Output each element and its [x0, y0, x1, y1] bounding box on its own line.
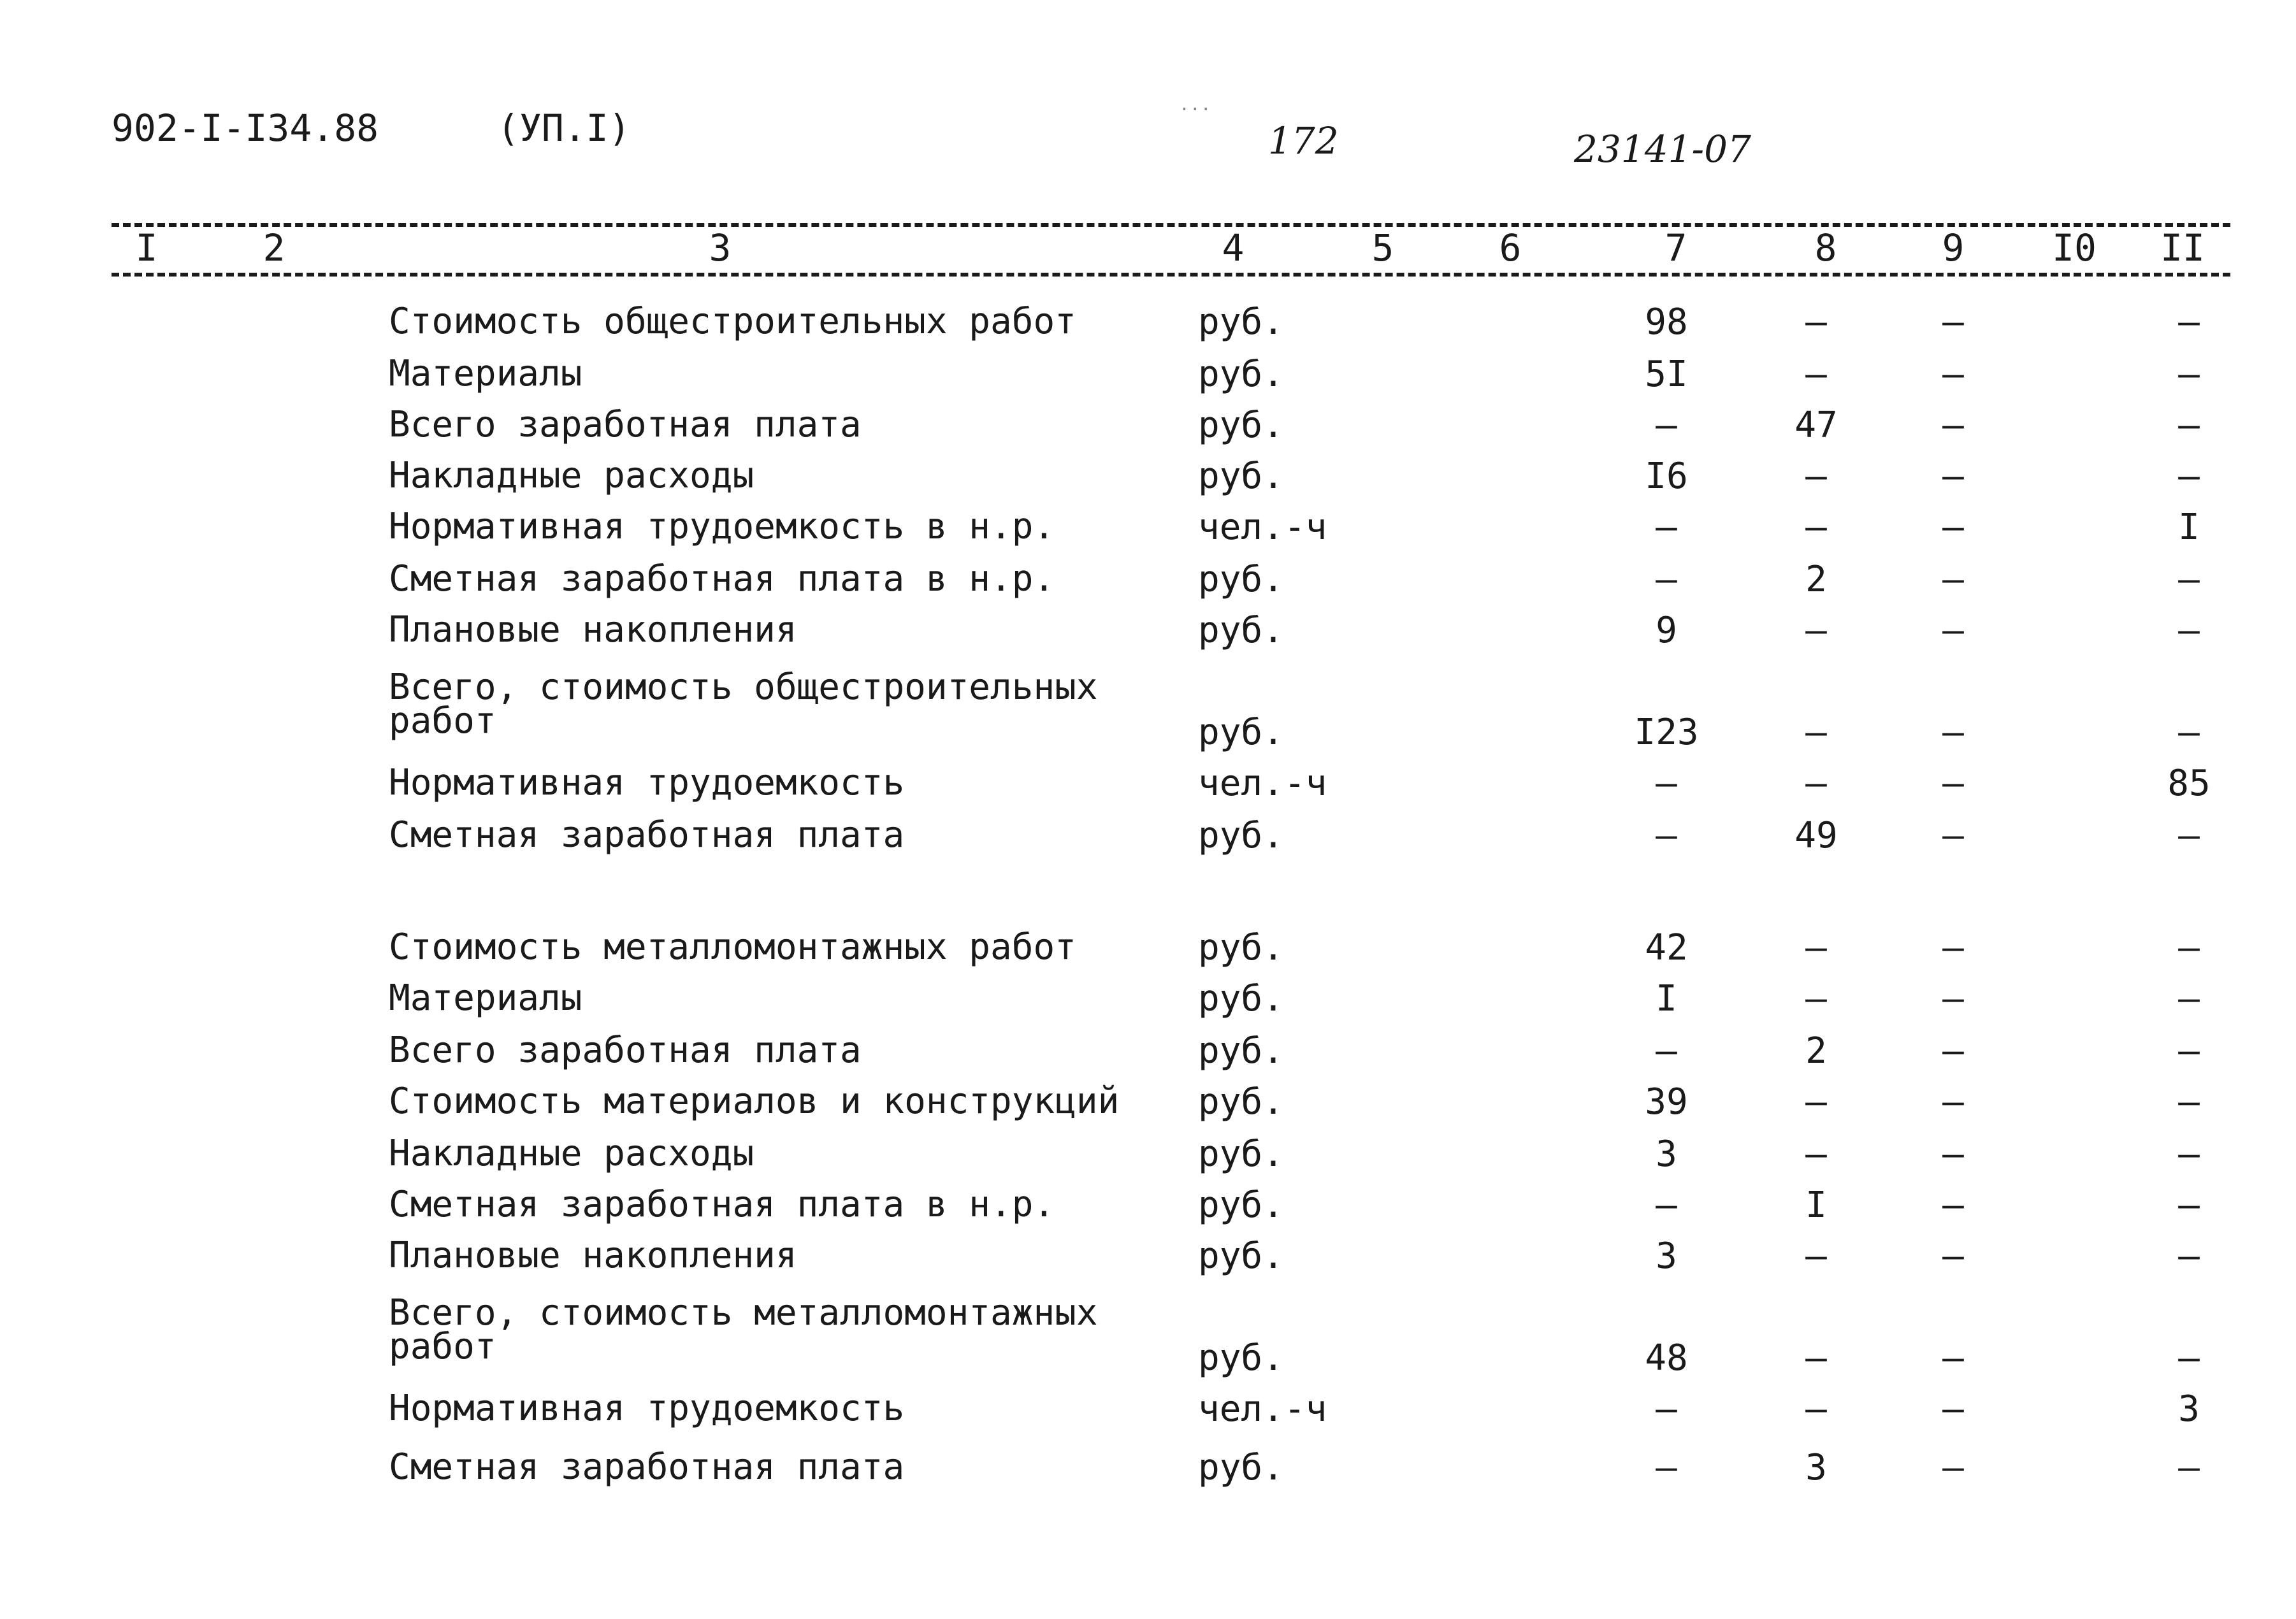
- value-col-9: –: [1942, 354, 1964, 395]
- row-unit: руб.: [1198, 1235, 1284, 1277]
- value-col-9: –: [1942, 405, 1964, 446]
- row-unit: руб.: [1198, 1184, 1284, 1226]
- value-col-9: –: [1942, 1133, 1964, 1175]
- value-col-9: –: [1942, 1337, 1964, 1379]
- row-unit: руб.: [1198, 1081, 1284, 1123]
- row-label: Всего заработная плата: [389, 404, 862, 445]
- value-col-11: –: [2178, 927, 2200, 968]
- value-col-8: –: [1805, 712, 1827, 753]
- value-col-9: –: [1942, 712, 1964, 753]
- row-unit: руб.: [1198, 1337, 1284, 1379]
- value-col-9: –: [1942, 559, 1964, 600]
- row-label: Сметная заработная плата в н.р.: [389, 558, 1055, 600]
- value-col-9: –: [1942, 1388, 1964, 1430]
- row-label: Материалы: [389, 353, 582, 394]
- column-header-8: 8: [1787, 229, 1864, 266]
- value-col-7: 42: [1645, 927, 1688, 968]
- value-col-11: –: [2178, 559, 2200, 600]
- value-col-8: I: [1805, 1184, 1827, 1226]
- value-col-8: –: [1805, 301, 1827, 343]
- value-col-7: 5I: [1645, 354, 1688, 395]
- value-col-11: –: [2178, 1133, 2200, 1175]
- row-label: Сметная заработная плата: [389, 814, 905, 856]
- value-col-7: –: [1656, 1388, 1677, 1430]
- value-col-8: –: [1805, 456, 1827, 497]
- row-unit: руб.: [1198, 610, 1284, 651]
- row-unit: руб.: [1198, 1133, 1284, 1175]
- value-col-11: 85: [2167, 763, 2211, 804]
- value-col-11: I: [2178, 507, 2200, 548]
- value-col-9: –: [1942, 301, 1964, 343]
- row-unit: чел.-ч: [1198, 1388, 1327, 1430]
- row-label: Всего, стоимость общестроительных работ: [389, 666, 1098, 742]
- row-label: Всего заработная плата: [389, 1030, 862, 1071]
- row-unit: руб.: [1198, 301, 1284, 343]
- value-col-9: –: [1942, 507, 1964, 548]
- row-label: Сметная заработная плата: [389, 1446, 905, 1488]
- row-label: Стоимость общестроительных работ: [389, 301, 1076, 342]
- value-col-11: –: [2178, 1337, 2200, 1379]
- row-unit: руб.: [1198, 1447, 1284, 1488]
- row-label: Нормативная трудоемкость в н.р.: [389, 506, 1055, 547]
- value-col-7: 48: [1645, 1337, 1688, 1379]
- table-rule-top: [112, 223, 2230, 227]
- value-col-8: –: [1805, 1388, 1827, 1430]
- row-unit: руб.: [1198, 405, 1284, 446]
- value-col-7: –: [1656, 1447, 1677, 1488]
- dots-mark: ...: [1179, 94, 1211, 115]
- value-col-8: 47: [1794, 405, 1838, 446]
- value-col-7: –: [1656, 1184, 1677, 1226]
- value-col-8: 3: [1805, 1447, 1827, 1488]
- value-col-11: –: [2178, 1081, 2200, 1123]
- column-header-9: 9: [1915, 229, 1991, 266]
- row-label: Накладные расходы: [389, 455, 755, 496]
- value-col-9: –: [1942, 927, 1964, 968]
- column-header-11: II: [2144, 229, 2221, 266]
- row-unit: чел.-ч: [1198, 763, 1327, 804]
- value-col-8: –: [1805, 1133, 1827, 1175]
- row-unit: руб.: [1198, 927, 1284, 968]
- value-col-9: –: [1942, 456, 1964, 497]
- row-label: Стоимость металломонтажных работ: [389, 926, 1076, 968]
- value-col-11: –: [2178, 1447, 2200, 1488]
- value-col-9: –: [1942, 1447, 1964, 1488]
- column-header-5: 5: [1345, 229, 1421, 266]
- row-unit: руб.: [1198, 712, 1284, 753]
- row-unit: руб.: [1198, 559, 1284, 600]
- column-header-10: I0: [2036, 229, 2112, 266]
- value-col-7: –: [1656, 507, 1677, 548]
- row-label: Сметная заработная плата в н.р.: [389, 1184, 1055, 1225]
- value-col-7: –: [1656, 1030, 1677, 1072]
- value-col-7: I23: [1634, 712, 1699, 753]
- row-label: Стоимость материалов и конструкций: [389, 1081, 1120, 1122]
- value-col-11: –: [2178, 712, 2200, 753]
- row-label: Плановые накопления: [389, 1235, 797, 1276]
- value-col-7: –: [1656, 815, 1677, 856]
- column-header-2: 2: [236, 229, 312, 266]
- value-col-9: –: [1942, 978, 1964, 1019]
- value-col-9: –: [1942, 1081, 1964, 1123]
- value-col-8: 2: [1805, 559, 1827, 600]
- row-unit: руб.: [1198, 456, 1284, 497]
- value-col-9: –: [1942, 610, 1964, 651]
- row-label: Накладные расходы: [389, 1133, 755, 1174]
- value-col-8: –: [1805, 1337, 1827, 1379]
- value-col-8: –: [1805, 610, 1827, 651]
- value-col-8: –: [1805, 927, 1827, 968]
- column-header-4: 4: [1195, 229, 1271, 266]
- value-col-9: –: [1942, 1030, 1964, 1072]
- column-header-7: 7: [1638, 229, 1714, 266]
- value-col-7: I: [1656, 978, 1677, 1019]
- row-unit: руб.: [1198, 815, 1284, 856]
- value-col-8: –: [1805, 978, 1827, 1019]
- value-col-7: –: [1656, 763, 1677, 804]
- row-unit: руб.: [1198, 1030, 1284, 1072]
- column-header-6: 6: [1472, 229, 1549, 266]
- value-col-11: –: [2178, 1030, 2200, 1072]
- doc-code: 902-I-I34.88: [112, 106, 379, 150]
- value-col-9: –: [1942, 1184, 1964, 1226]
- row-unit: руб.: [1198, 354, 1284, 395]
- value-col-7: 9: [1656, 610, 1677, 651]
- value-col-11: –: [2178, 1235, 2200, 1277]
- value-col-11: –: [2178, 815, 2200, 856]
- value-col-11: –: [2178, 405, 2200, 446]
- value-col-7: 3: [1656, 1133, 1677, 1175]
- value-col-11: 3: [2178, 1388, 2200, 1430]
- value-col-8: 2: [1805, 1030, 1827, 1072]
- value-col-9: –: [1942, 1235, 1964, 1277]
- row-unit: руб.: [1198, 978, 1284, 1019]
- value-col-7: –: [1656, 405, 1677, 446]
- row-label: Всего, стоимость металломонтажных работ: [389, 1292, 1098, 1368]
- value-col-11: –: [2178, 301, 2200, 343]
- value-col-11: –: [2178, 1184, 2200, 1226]
- value-col-7: 3: [1656, 1235, 1677, 1277]
- column-header-3: 3: [682, 229, 758, 266]
- value-col-9: –: [1942, 815, 1964, 856]
- row-label: Нормативная трудоемкость: [389, 762, 905, 803]
- value-col-7: 98: [1645, 301, 1688, 343]
- value-col-8: –: [1805, 1081, 1827, 1123]
- value-col-8: –: [1805, 1235, 1827, 1277]
- row-label: Материалы: [389, 977, 582, 1019]
- value-col-11: –: [2178, 354, 2200, 395]
- value-col-8: –: [1805, 354, 1827, 395]
- column-header-1: I: [108, 229, 185, 266]
- value-col-8: –: [1805, 763, 1827, 804]
- table-rule-bottom: [112, 273, 2230, 277]
- row-label: Плановые накопления: [389, 609, 797, 651]
- value-col-8: 49: [1794, 815, 1838, 856]
- value-col-11: –: [2178, 978, 2200, 1019]
- value-col-11: –: [2178, 610, 2200, 651]
- page-number: 172: [1268, 119, 1339, 162]
- value-col-9: –: [1942, 763, 1964, 804]
- value-col-8: –: [1805, 507, 1827, 548]
- doc-section: (УП.I): [497, 106, 631, 150]
- value-col-7: 39: [1645, 1081, 1688, 1123]
- row-label: Нормативная трудоемкость: [389, 1388, 905, 1429]
- value-col-11: –: [2178, 456, 2200, 497]
- inventory-number: 23141-07: [1574, 127, 1751, 171]
- row-unit: чел.-ч: [1198, 507, 1327, 548]
- value-col-7: –: [1656, 559, 1677, 600]
- value-col-7: I6: [1645, 456, 1688, 497]
